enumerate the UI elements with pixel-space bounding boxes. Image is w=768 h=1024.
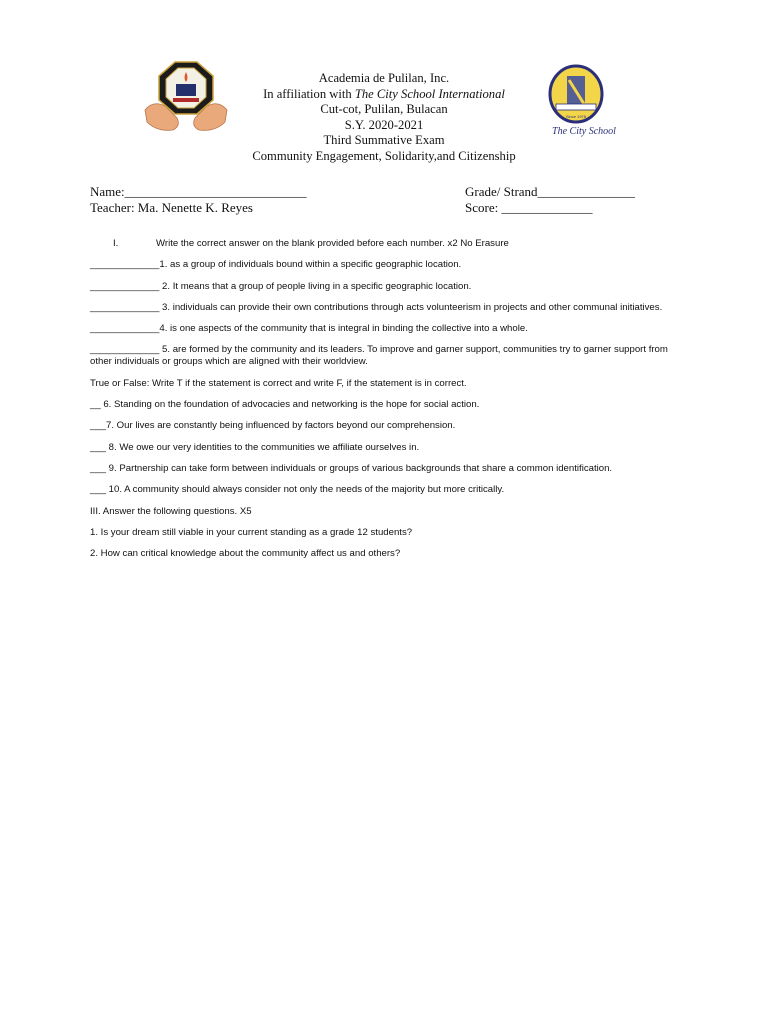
question-item: _____________ 3. individuals can provide their own contributions through acts volunteerism in projects and other communal initiatives. [90, 301, 663, 313]
section-3-instruction: III. Answer the following questions. X5 [90, 505, 252, 517]
section-2-instruction: True or False: Write T if the statement is correct and write F, if the statement is in correct. [90, 377, 467, 389]
question-item: _____________4. is one aspects of the community that is integral in binding the collective into a whole. [90, 323, 528, 335]
exam-title: Third Summative Exam [323, 133, 445, 148]
question-item: _____________1. as a group of individuals bound within a specific geographic location. [90, 259, 462, 271]
school-header [200, 71, 568, 165]
city-school-caption: The City School [552, 126, 616, 137]
school-name: Academia de Pulilan, Inc. [318, 71, 450, 85]
name-field: Name:____________________________ [90, 184, 307, 199]
true-false-item: ___ 9. Partnership can take form between individuals or groups of various backgrounds that share a common identification. [90, 462, 613, 474]
affiliation-prefix: In affiliation with [263, 86, 352, 101]
essay-question: 1. Is your dream still viable in your current standing as a grade 12 students? [90, 526, 413, 538]
teacher-line: Teacher: Ma. Nenette K. Reyes [90, 200, 253, 215]
question-item: _____________ 2. It means that a group of people living in a specific geographic location. [90, 280, 472, 292]
school-year: S.Y. 2020-2021 [344, 117, 424, 132]
score-field: Score: ______________ [465, 200, 593, 215]
exam-body [90, 238, 680, 569]
school-address: Cut-cot, Pulilan, Bulacan [320, 102, 448, 117]
true-false-item: ___ 10. A community should always consider not only the needs of the majority but more critically. [90, 484, 505, 496]
question-item: _____________ 5. are formed by the community and its leaders. To improve and garner support, communities try to garner support from other individuals or groups which are aligned with their worldview. [90, 344, 668, 368]
grade-strand-field: Grade/ Strand_______________ [465, 184, 636, 199]
true-false-item: ___ 8. We owe our very identities to the communities we affiliate ourselves in. [90, 441, 420, 453]
section-1-instruction [90, 238, 680, 250]
affiliation-line [200, 87, 568, 103]
subject-title: Community Engagement, Solidarity,and Citizenship [252, 148, 516, 163]
affiliation-name: The City School International [354, 86, 505, 101]
true-false-item: __ 6. Standing on the foundation of advocacies and networking is the hope for social action. [90, 399, 480, 411]
essay-question: 2. How can critical knowledge about the community affect us and others? [90, 548, 401, 560]
since-text: Since 1978 [565, 114, 587, 119]
city-school-logo [536, 64, 626, 140]
true-false-item: ___7. Our lives are constantly being influenced by factors beyond our comprehension. [90, 420, 456, 432]
section-1-number: I. [113, 238, 119, 249]
section-1-text: Write the correct answer on the blank provided before each number. x2 No Erasure [156, 238, 509, 249]
